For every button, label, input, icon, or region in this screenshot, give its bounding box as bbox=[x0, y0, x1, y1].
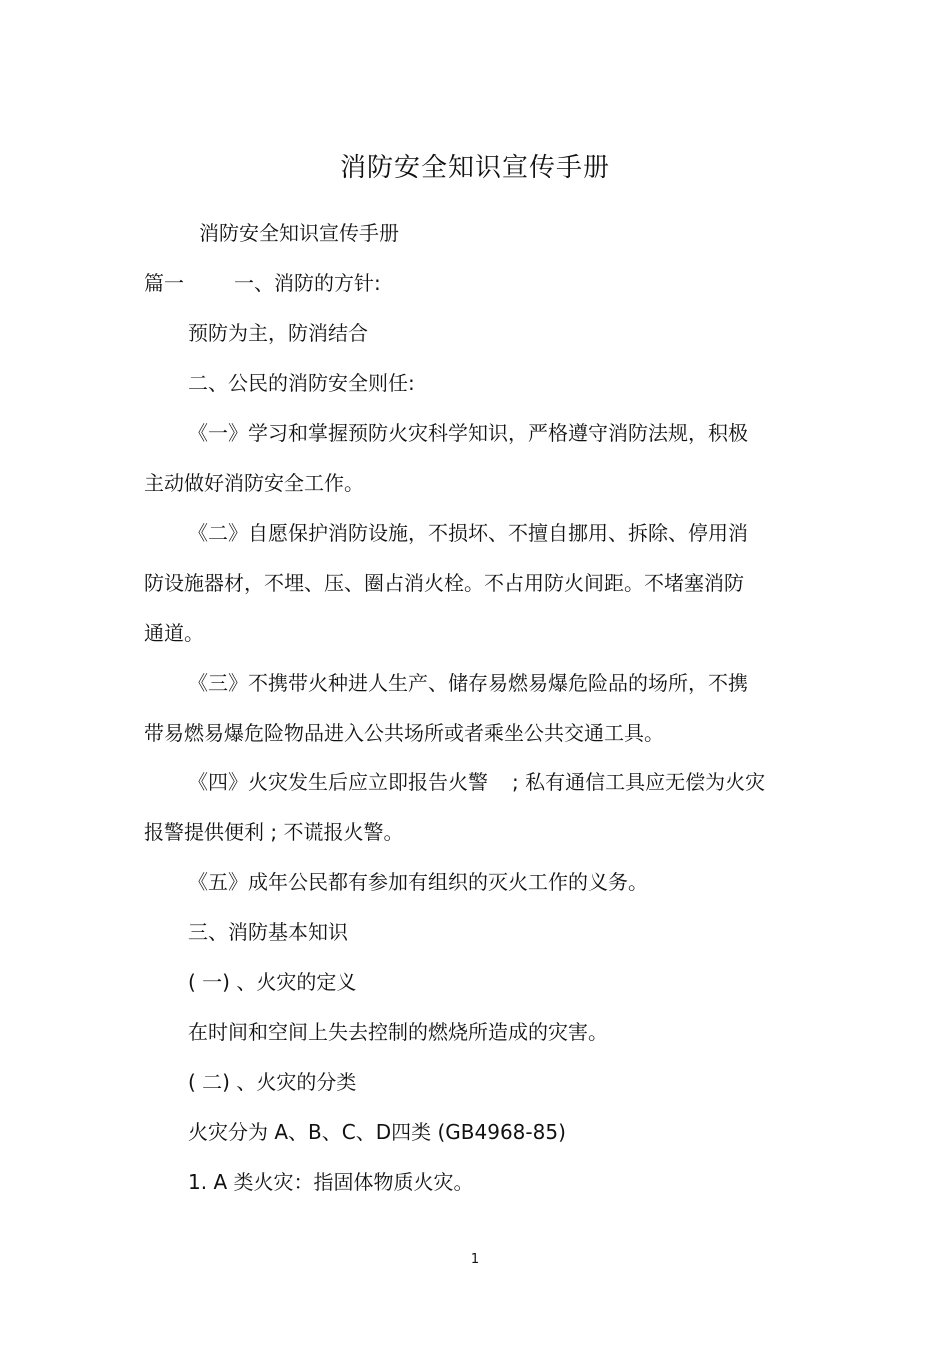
paragraph-line: 《三》不携带火种进人生产、储存易燃易爆危险品的场所，不携 bbox=[188, 671, 748, 695]
document-title: 消防安全知识宣传手册 bbox=[339, 153, 610, 183]
paragraph-line: 防设施器材，不埋、压、圈占消火栓。不占用防火间距。不堵塞消防 bbox=[144, 571, 744, 595]
page-number: 1 bbox=[470, 1252, 480, 1267]
paragraph-line: 1. A 类火灾：指固体物质火灾。 bbox=[188, 1170, 474, 1194]
heading-text: 一、消防的方针: bbox=[234, 271, 381, 295]
paragraph-line: 预防为主，防消结合 bbox=[188, 321, 368, 345]
subtitle: 消防安全知识宣传手册 bbox=[199, 221, 399, 245]
paragraph-line: 报警提供便利 ; 不谎报火警。 bbox=[144, 820, 404, 844]
paragraph-line: 在时间和空间上失去控制的燃烧所造成的灾害。 bbox=[188, 1020, 608, 1044]
subheading-line: ( 一) 、火灾的定义 bbox=[188, 970, 357, 994]
paragraph-line bbox=[188, 767, 765, 797]
paragraph-text: 《四》火灾发生后应立即报告火警 bbox=[188, 770, 488, 794]
paragraph-line: 带易燃易爆危险物品进入公共场所或者乘坐公共交通工具。 bbox=[144, 721, 664, 745]
paragraph-line: 主动做好消防安全工作。 bbox=[144, 471, 364, 495]
paragraph-line: 《二》自愿保护消防设施，不损坏、不擅自挪用、拆除、停用消 bbox=[188, 521, 748, 545]
paragraph-line bbox=[144, 268, 381, 298]
paragraph-line: 通道。 bbox=[144, 621, 204, 645]
section-label: 篇一 bbox=[144, 271, 184, 295]
paragraph-line: 《一》学习和掌握预防火灾科学知识，严格遵守消防法规，积极 bbox=[188, 421, 748, 445]
paragraph-line: 《五》成年公民都有参加有组织的灭火工作的义务。 bbox=[188, 870, 648, 894]
paragraph-text: ; 私有通信工具应无偿为火灾 bbox=[512, 770, 766, 794]
heading-line: 二、公民的消防安全则任: bbox=[188, 371, 415, 395]
subheading-line: ( 二) 、火灾的分类 bbox=[188, 1070, 357, 1094]
paragraph-line: 火灾分为 A、B、C、D四类 (GB4968-85) bbox=[188, 1120, 566, 1144]
heading-line: 三、消防基本知识 bbox=[188, 920, 348, 944]
